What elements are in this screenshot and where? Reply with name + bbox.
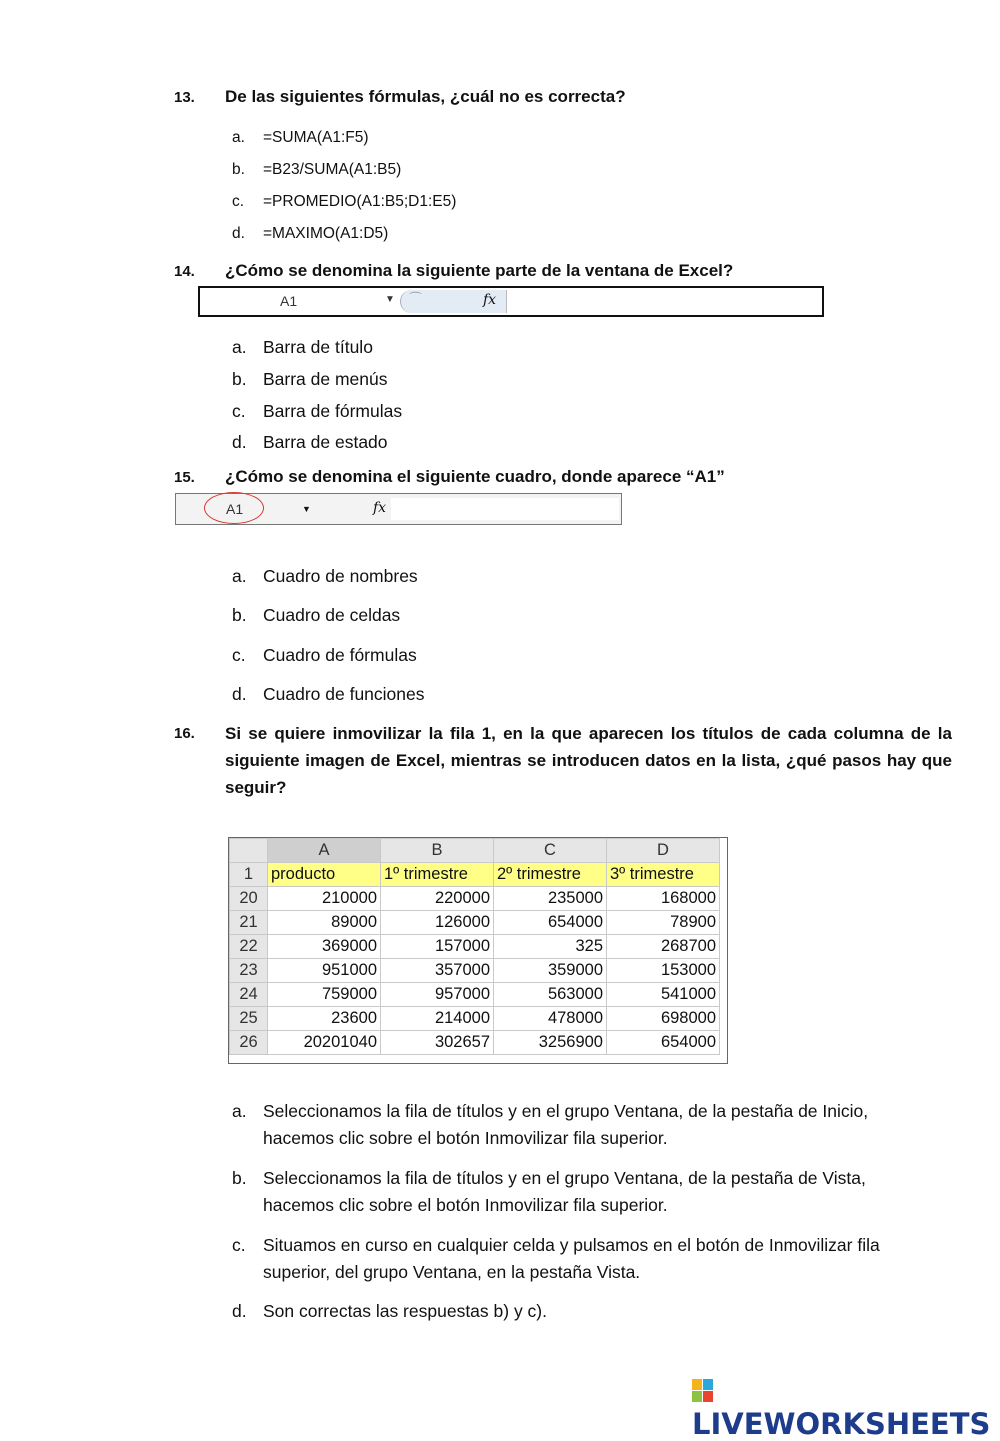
name-box xyxy=(202,290,400,313)
q13-option-a[interactable] xyxy=(232,129,369,147)
option-text: Barra de título xyxy=(263,337,373,357)
option-text: Cuadro de nombres xyxy=(263,566,418,586)
corner-cell xyxy=(230,839,268,863)
q13-option-d[interactable] xyxy=(232,225,388,243)
option-text: =MAXIMO(A1:D5) xyxy=(263,225,389,242)
sheet-table xyxy=(229,838,720,1055)
q14-option-a[interactable] xyxy=(232,337,373,358)
table-cell: 23600 xyxy=(268,1007,381,1031)
q15-option-c[interactable] xyxy=(232,645,417,666)
option-letter: d. xyxy=(232,225,245,242)
table-cell: 698000 xyxy=(607,1007,720,1031)
q15-question: ¿Cómo se denomina el siguiente cuadro, donde aparece “A1” xyxy=(225,467,725,486)
option-letter: a. xyxy=(232,566,247,586)
option-letter: c. xyxy=(232,193,245,210)
table-cell: 957000 xyxy=(381,983,494,1007)
title-cell: 1º trimestre xyxy=(381,863,494,887)
table-cell: 357000 xyxy=(381,959,494,983)
table-cell: 153000 xyxy=(607,959,720,983)
column-header: C xyxy=(494,839,607,863)
row-header: 23 xyxy=(230,959,268,983)
table-cell: 325 xyxy=(494,935,607,959)
title-cell: 3º trimestre xyxy=(607,863,720,887)
logo-text: LIVEWORKSHEETS xyxy=(692,1407,991,1441)
table-cell: 654000 xyxy=(494,911,607,935)
logo-mark-icon xyxy=(692,1379,714,1403)
option-letter: b. xyxy=(232,1168,247,1188)
table-cell: 214000 xyxy=(381,1007,494,1031)
column-header: B xyxy=(381,839,494,863)
dropdown-arrow-icon: ▼ xyxy=(385,294,395,305)
table-cell: 78900 xyxy=(607,911,720,935)
table-cell: 20201040 xyxy=(268,1031,381,1055)
grip-icon: ⌒ xyxy=(409,291,423,306)
table-row xyxy=(230,887,720,911)
row-header: 20 xyxy=(230,887,268,911)
q16-option-c[interactable] xyxy=(232,1232,932,1286)
row-header: 25 xyxy=(230,1007,268,1031)
liveworksheets-logo[interactable] xyxy=(692,1373,1000,1441)
title-row xyxy=(230,863,720,887)
row-header: 1 xyxy=(230,863,268,887)
table-row xyxy=(230,959,720,983)
option-text: Barra de estado xyxy=(263,432,388,452)
formula-input xyxy=(391,498,619,520)
option-text: Situamos en curso en cualquier celda y pulsamos en el botón de Inmovilizar fila superior, del grupo Ventana, en la pestaña Vista. xyxy=(263,1235,880,1282)
name-box-value: A1 xyxy=(226,501,244,517)
q15-option-a[interactable] xyxy=(232,566,418,587)
option-text: Seleccionamos la fila de títulos y en el grupo Ventana, de la pestaña de Vista, hacemos clic sobre el botón Inmovilizar fila superior. xyxy=(263,1168,866,1215)
highlight-circle xyxy=(204,492,264,524)
q16-option-a[interactable] xyxy=(232,1098,932,1152)
q13-option-c[interactable] xyxy=(232,193,456,211)
q16-option-d[interactable] xyxy=(232,1298,932,1325)
fx-icon: fx xyxy=(483,292,497,308)
formula-bar-separator xyxy=(400,290,507,313)
name-box-value: A1 xyxy=(280,293,298,309)
option-letter: b. xyxy=(232,605,247,625)
table-row xyxy=(230,1031,720,1055)
table-cell: 126000 xyxy=(381,911,494,935)
table-cell: 563000 xyxy=(494,983,607,1007)
table-row xyxy=(230,1007,720,1031)
table-cell: 168000 xyxy=(607,887,720,911)
option-text: Cuadro de fórmulas xyxy=(263,645,417,665)
q14-number: 14. xyxy=(174,263,195,280)
option-text: =B23/SUMA(A1:B5) xyxy=(263,161,402,178)
table-cell: 654000 xyxy=(607,1031,720,1055)
table-row xyxy=(230,935,720,959)
table-cell: 220000 xyxy=(381,887,494,911)
q13-number: 13. xyxy=(174,89,195,106)
column-header-row xyxy=(230,839,720,863)
q13-option-b[interactable] xyxy=(232,161,401,179)
table-cell: 302657 xyxy=(381,1031,494,1055)
table-cell: 268700 xyxy=(607,935,720,959)
q14-option-c[interactable] xyxy=(232,401,402,422)
excel-sheet-image xyxy=(228,837,728,1064)
row-header: 22 xyxy=(230,935,268,959)
q13-question: De las siguientes fórmulas, ¿cuál no es correcta? xyxy=(225,87,626,106)
column-header: D xyxy=(607,839,720,863)
option-text: =PROMEDIO(A1:B5;D1:E5) xyxy=(263,193,457,210)
option-letter: b. xyxy=(232,161,245,178)
table-cell: 478000 xyxy=(494,1007,607,1031)
q16-option-b[interactable] xyxy=(232,1165,932,1219)
option-letter: a. xyxy=(232,129,245,146)
name-box-image xyxy=(175,493,622,525)
table-cell: 759000 xyxy=(268,983,381,1007)
q15-option-d[interactable] xyxy=(232,684,425,705)
q14-option-b[interactable] xyxy=(232,369,388,390)
option-letter: d. xyxy=(232,432,247,452)
q16-number: 16. xyxy=(174,725,195,742)
row-header: 24 xyxy=(230,983,268,1007)
option-letter: c. xyxy=(232,645,246,665)
table-cell: 210000 xyxy=(268,887,381,911)
option-text: Cuadro de celdas xyxy=(263,605,401,625)
table-cell: 541000 xyxy=(607,983,720,1007)
q15-option-b[interactable] xyxy=(232,605,400,626)
table-cell: 3256900 xyxy=(494,1031,607,1055)
table-cell: 359000 xyxy=(494,959,607,983)
option-letter: c. xyxy=(232,1235,246,1255)
table-row xyxy=(230,983,720,1007)
option-text: Son correctas las respuestas b) y c). xyxy=(263,1301,547,1321)
table-cell: 951000 xyxy=(268,959,381,983)
option-text: Cuadro de funciones xyxy=(263,684,425,704)
title-cell: producto xyxy=(268,863,381,887)
title-cell: 2º trimestre xyxy=(494,863,607,887)
option-text: Barra de menús xyxy=(263,369,388,389)
q14-option-d[interactable] xyxy=(232,432,388,453)
option-letter: d. xyxy=(232,684,247,704)
formula-bar-image xyxy=(198,286,824,317)
column-header: A xyxy=(268,839,381,863)
option-letter: c. xyxy=(232,401,246,421)
table-cell: 157000 xyxy=(381,935,494,959)
row-header: 26 xyxy=(230,1031,268,1055)
row-header: 21 xyxy=(230,911,268,935)
q15-number: 15. xyxy=(174,469,195,486)
option-letter: a. xyxy=(232,1101,247,1121)
q14-question: ¿Cómo se denomina la siguiente parte de la ventana de Excel? xyxy=(225,261,734,280)
option-letter: d. xyxy=(232,1301,247,1321)
table-cell: 235000 xyxy=(494,887,607,911)
table-row xyxy=(230,911,720,935)
dropdown-arrow-icon: ▼ xyxy=(302,504,311,514)
option-letter: a. xyxy=(232,337,247,357)
option-text: Seleccionamos la fila de títulos y en el grupo Ventana, de la pestaña de Inicio, hacemos clic sobre el botón Inmovilizar fila superior. xyxy=(263,1101,869,1148)
formula-input xyxy=(506,290,820,313)
table-cell: 89000 xyxy=(268,911,381,935)
table-cell: 369000 xyxy=(268,935,381,959)
option-letter: b. xyxy=(232,369,247,389)
q16-question: Si se quiere inmovilizar la fila 1, en la que aparecen los títulos de cada columna de la siguiente imagen de Excel, mientras se introducen datos en la lista, ¿qué pasos hay que seguir? xyxy=(225,724,952,797)
fx-icon: fx xyxy=(373,500,387,516)
option-text: =SUMA(A1:F5) xyxy=(263,129,369,146)
option-text: Barra de fórmulas xyxy=(263,401,403,421)
